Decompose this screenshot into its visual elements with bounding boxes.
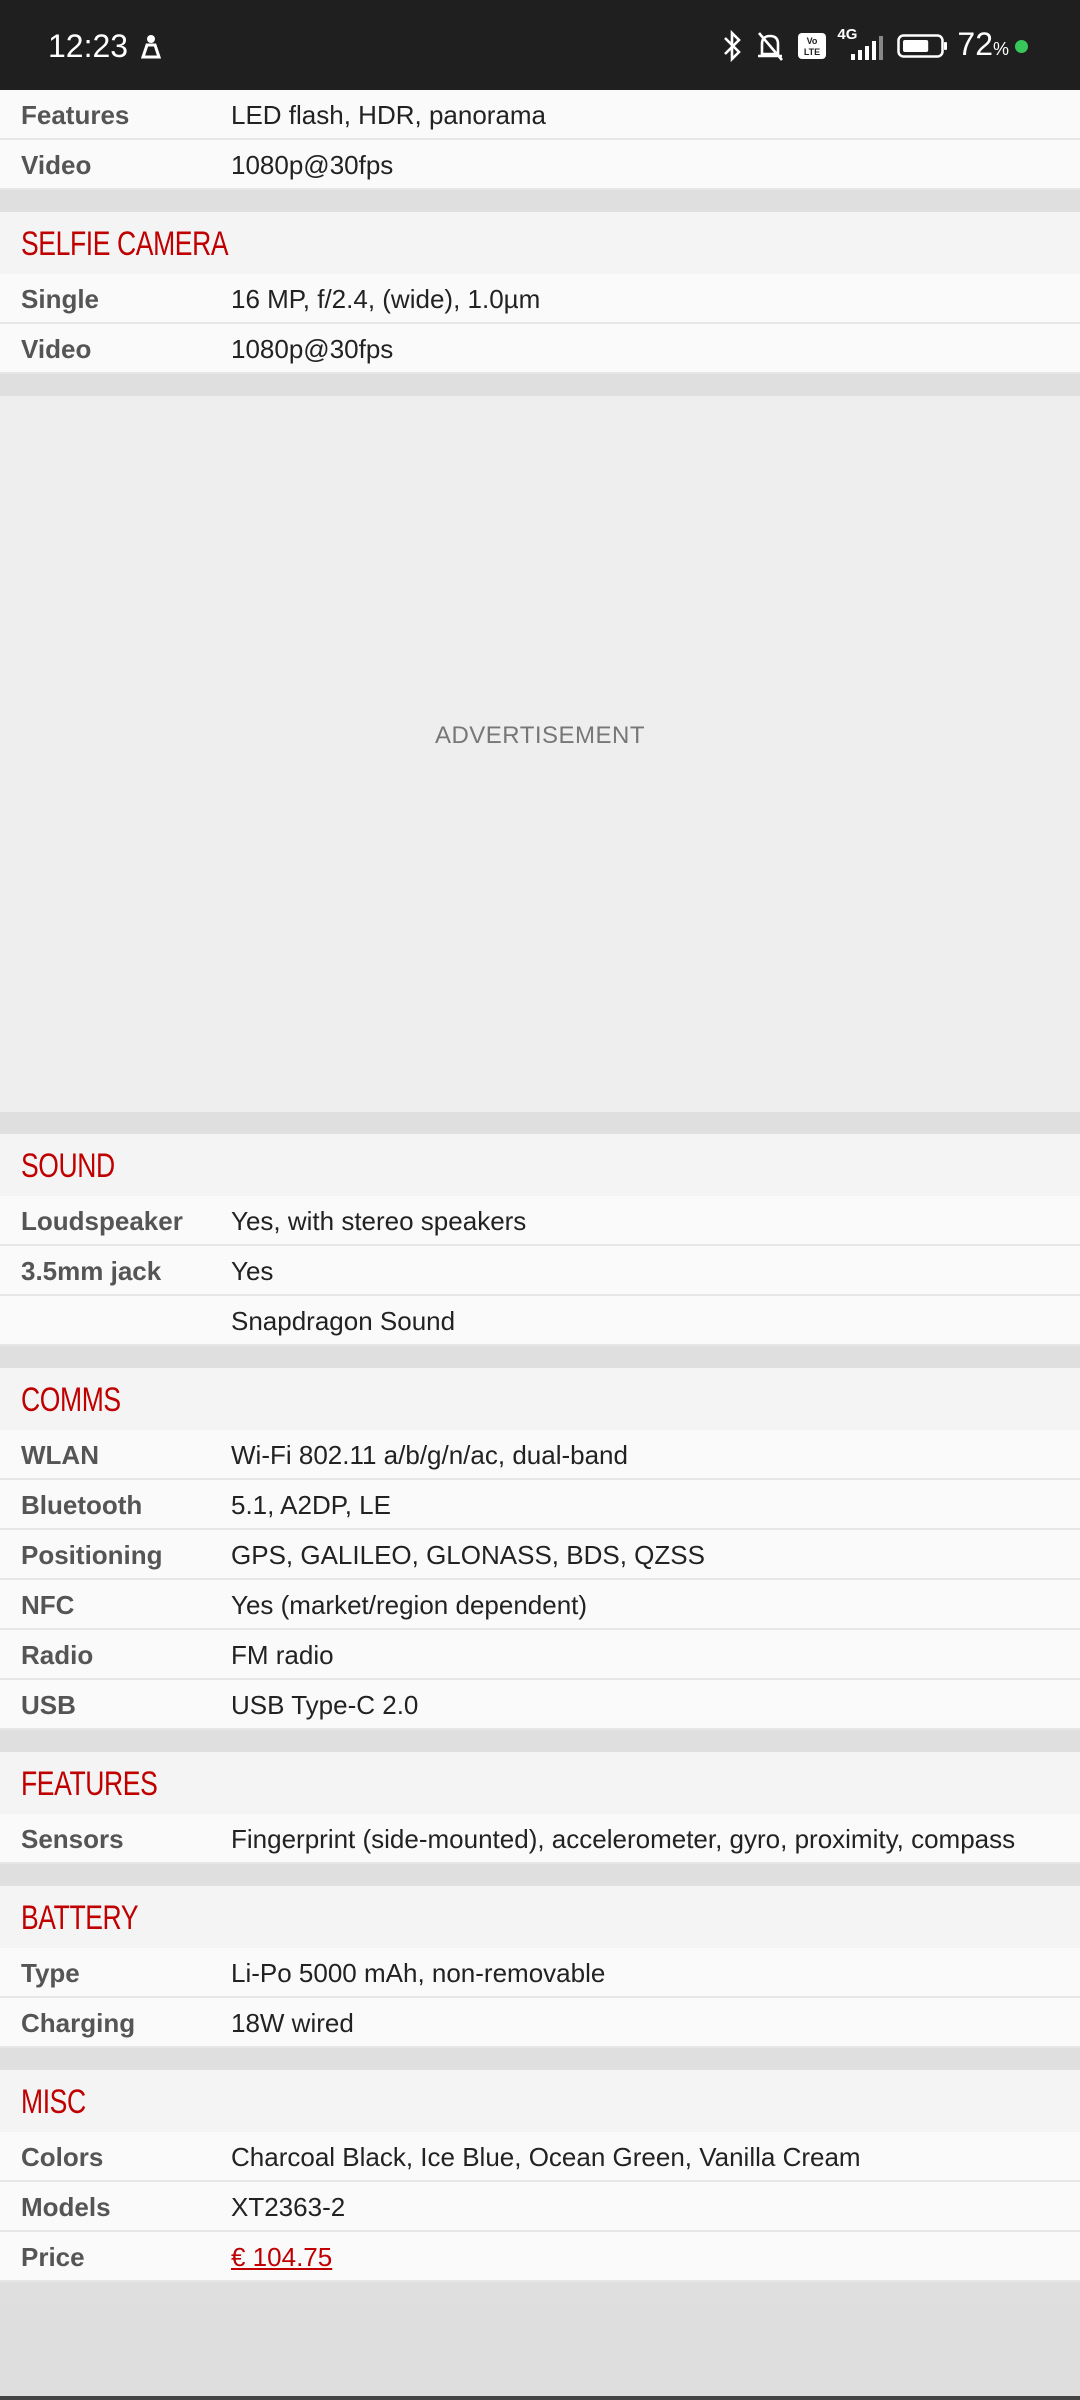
network-type: 4G bbox=[837, 26, 858, 43]
spec-value: 5.1, A2DP, LE bbox=[231, 1490, 391, 1520]
spec-label: Price bbox=[21, 2242, 85, 2272]
spec-row-usb bbox=[0, 1680, 1080, 1730]
status-bar bbox=[0, 0, 1080, 90]
section-divider bbox=[0, 1346, 1080, 1368]
spec-value: XT2363-2 bbox=[231, 2192, 346, 2222]
spec-value: Wi-Fi 802.11 a/b/g/n/ac, dual-band bbox=[231, 1440, 628, 1470]
spec-value: 18W wired bbox=[231, 2008, 354, 2038]
spec-value: Yes bbox=[231, 1256, 274, 1286]
spec-value: 16 MP, f/2.4, (wide), 1.0µm bbox=[231, 284, 541, 314]
spec-value: Charcoal Black, Ice Blue, Ocean Green, Vanilla Cream bbox=[231, 2142, 861, 2172]
advertisement-slot[interactable] bbox=[0, 396, 1080, 1112]
spec-row-sound-extra bbox=[0, 1296, 1080, 1346]
spec-value: Li-Po 5000 mAh, non-removable bbox=[231, 1958, 606, 1988]
spec-label: Positioning bbox=[21, 1540, 163, 1570]
spec-label: Loudspeaker bbox=[21, 1206, 183, 1236]
spec-label: Radio bbox=[21, 1640, 94, 1670]
spec-row-loudspeaker bbox=[0, 1196, 1080, 1246]
spec-label: Models bbox=[21, 2192, 111, 2222]
spec-row-video bbox=[0, 140, 1080, 190]
price-link[interactable]: € 104.75 bbox=[231, 2242, 333, 2272]
spec-row-sensors bbox=[0, 1814, 1080, 1864]
section-title: SOUND bbox=[21, 1147, 115, 1185]
spec-label: NFC bbox=[21, 1590, 75, 1620]
advertisement-label: ADVERTISEMENT bbox=[434, 722, 646, 749]
spec-value: Fingerprint (side-mounted), accelerometer, gyro, proximity, compass bbox=[231, 1824, 1016, 1854]
section-divider bbox=[0, 1864, 1080, 1886]
spec-label: Type bbox=[21, 1958, 80, 1988]
section-header-battery bbox=[0, 1886, 1080, 1948]
spec-row-models bbox=[0, 2182, 1080, 2232]
spec-label: Colors bbox=[21, 2142, 104, 2172]
spec-row-wlan bbox=[0, 1430, 1080, 1480]
section-header-misc bbox=[0, 2070, 1080, 2132]
spec-value: LED flash, HDR, panorama bbox=[231, 100, 547, 130]
spec-value: Yes, with stereo speakers bbox=[231, 1206, 527, 1236]
spec-label: USB bbox=[21, 1690, 76, 1720]
spec-row-price bbox=[0, 2232, 1080, 2282]
status-time: 12:23 bbox=[48, 28, 129, 64]
mute-icon bbox=[753, 29, 787, 63]
section-title: FEATURES bbox=[21, 1765, 158, 1803]
section-title: MISC bbox=[21, 2083, 86, 2121]
spec-row-battery-type bbox=[0, 1948, 1080, 1998]
spec-value: USB Type-C 2.0 bbox=[231, 1690, 419, 1720]
spec-row-jack bbox=[0, 1246, 1080, 1296]
section-title: COMMS bbox=[21, 1381, 121, 1419]
spec-row-bluetooth bbox=[0, 1480, 1080, 1530]
spec-value: GPS, GALILEO, GLONASS, BDS, QZSS bbox=[231, 1540, 705, 1570]
privacy-indicator-dot bbox=[1015, 40, 1028, 53]
spec-row-positioning bbox=[0, 1530, 1080, 1580]
spec-row-nfc bbox=[0, 1580, 1080, 1630]
spec-label: Sensors bbox=[21, 1824, 124, 1854]
bluetooth-icon bbox=[721, 29, 743, 63]
spec-row-single bbox=[0, 274, 1080, 324]
section-divider bbox=[0, 2048, 1080, 2070]
spec-label: Bluetooth bbox=[21, 1490, 143, 1520]
section-divider bbox=[0, 2282, 1080, 2304]
battery-percent: 72% bbox=[957, 25, 1009, 62]
spec-label: Single bbox=[21, 284, 100, 314]
spec-value: Yes (market/region dependent) bbox=[231, 1590, 588, 1620]
spec-value: FM radio bbox=[231, 1640, 334, 1670]
section-title: BATTERY bbox=[21, 1899, 139, 1937]
section-divider bbox=[0, 190, 1080, 212]
spec-value: Snapdragon Sound bbox=[231, 1306, 456, 1336]
spec-label: 3.5mm jack bbox=[21, 1256, 162, 1286]
spec-row-features bbox=[0, 90, 1080, 140]
svg-text:LTE: LTE bbox=[804, 47, 821, 57]
section-header-sound bbox=[0, 1134, 1080, 1196]
section-divider bbox=[0, 1730, 1080, 1752]
signal-icon bbox=[837, 28, 887, 64]
section-title: SELFIE CAMERA bbox=[21, 225, 229, 263]
section-divider bbox=[0, 374, 1080, 396]
spec-page bbox=[0, 90, 1080, 2304]
spec-value: 1080p@30fps bbox=[231, 334, 394, 364]
battery-icon bbox=[897, 31, 949, 61]
spec-label: Video bbox=[21, 150, 92, 180]
person-icon bbox=[136, 31, 166, 61]
spec-label: WLAN bbox=[21, 1440, 99, 1470]
svg-text:Vo: Vo bbox=[806, 36, 818, 46]
spec-label: Video bbox=[21, 334, 92, 364]
navigation-bar-edge bbox=[0, 2396, 1080, 2400]
spec-row-radio bbox=[0, 1630, 1080, 1680]
spec-row-charging bbox=[0, 1998, 1080, 2048]
spec-row-colors bbox=[0, 2132, 1080, 2182]
section-header-features bbox=[0, 1752, 1080, 1814]
spec-row-video bbox=[0, 324, 1080, 374]
volte-icon bbox=[797, 31, 827, 61]
spec-value: 1080p@30fps bbox=[231, 150, 394, 180]
status-icons bbox=[711, 26, 1028, 66]
spec-label: Charging bbox=[21, 2008, 136, 2038]
spec-label: Features bbox=[21, 100, 130, 130]
section-divider bbox=[0, 1112, 1080, 1134]
section-header-selfie-camera bbox=[0, 212, 1080, 274]
section-header-comms bbox=[0, 1368, 1080, 1430]
